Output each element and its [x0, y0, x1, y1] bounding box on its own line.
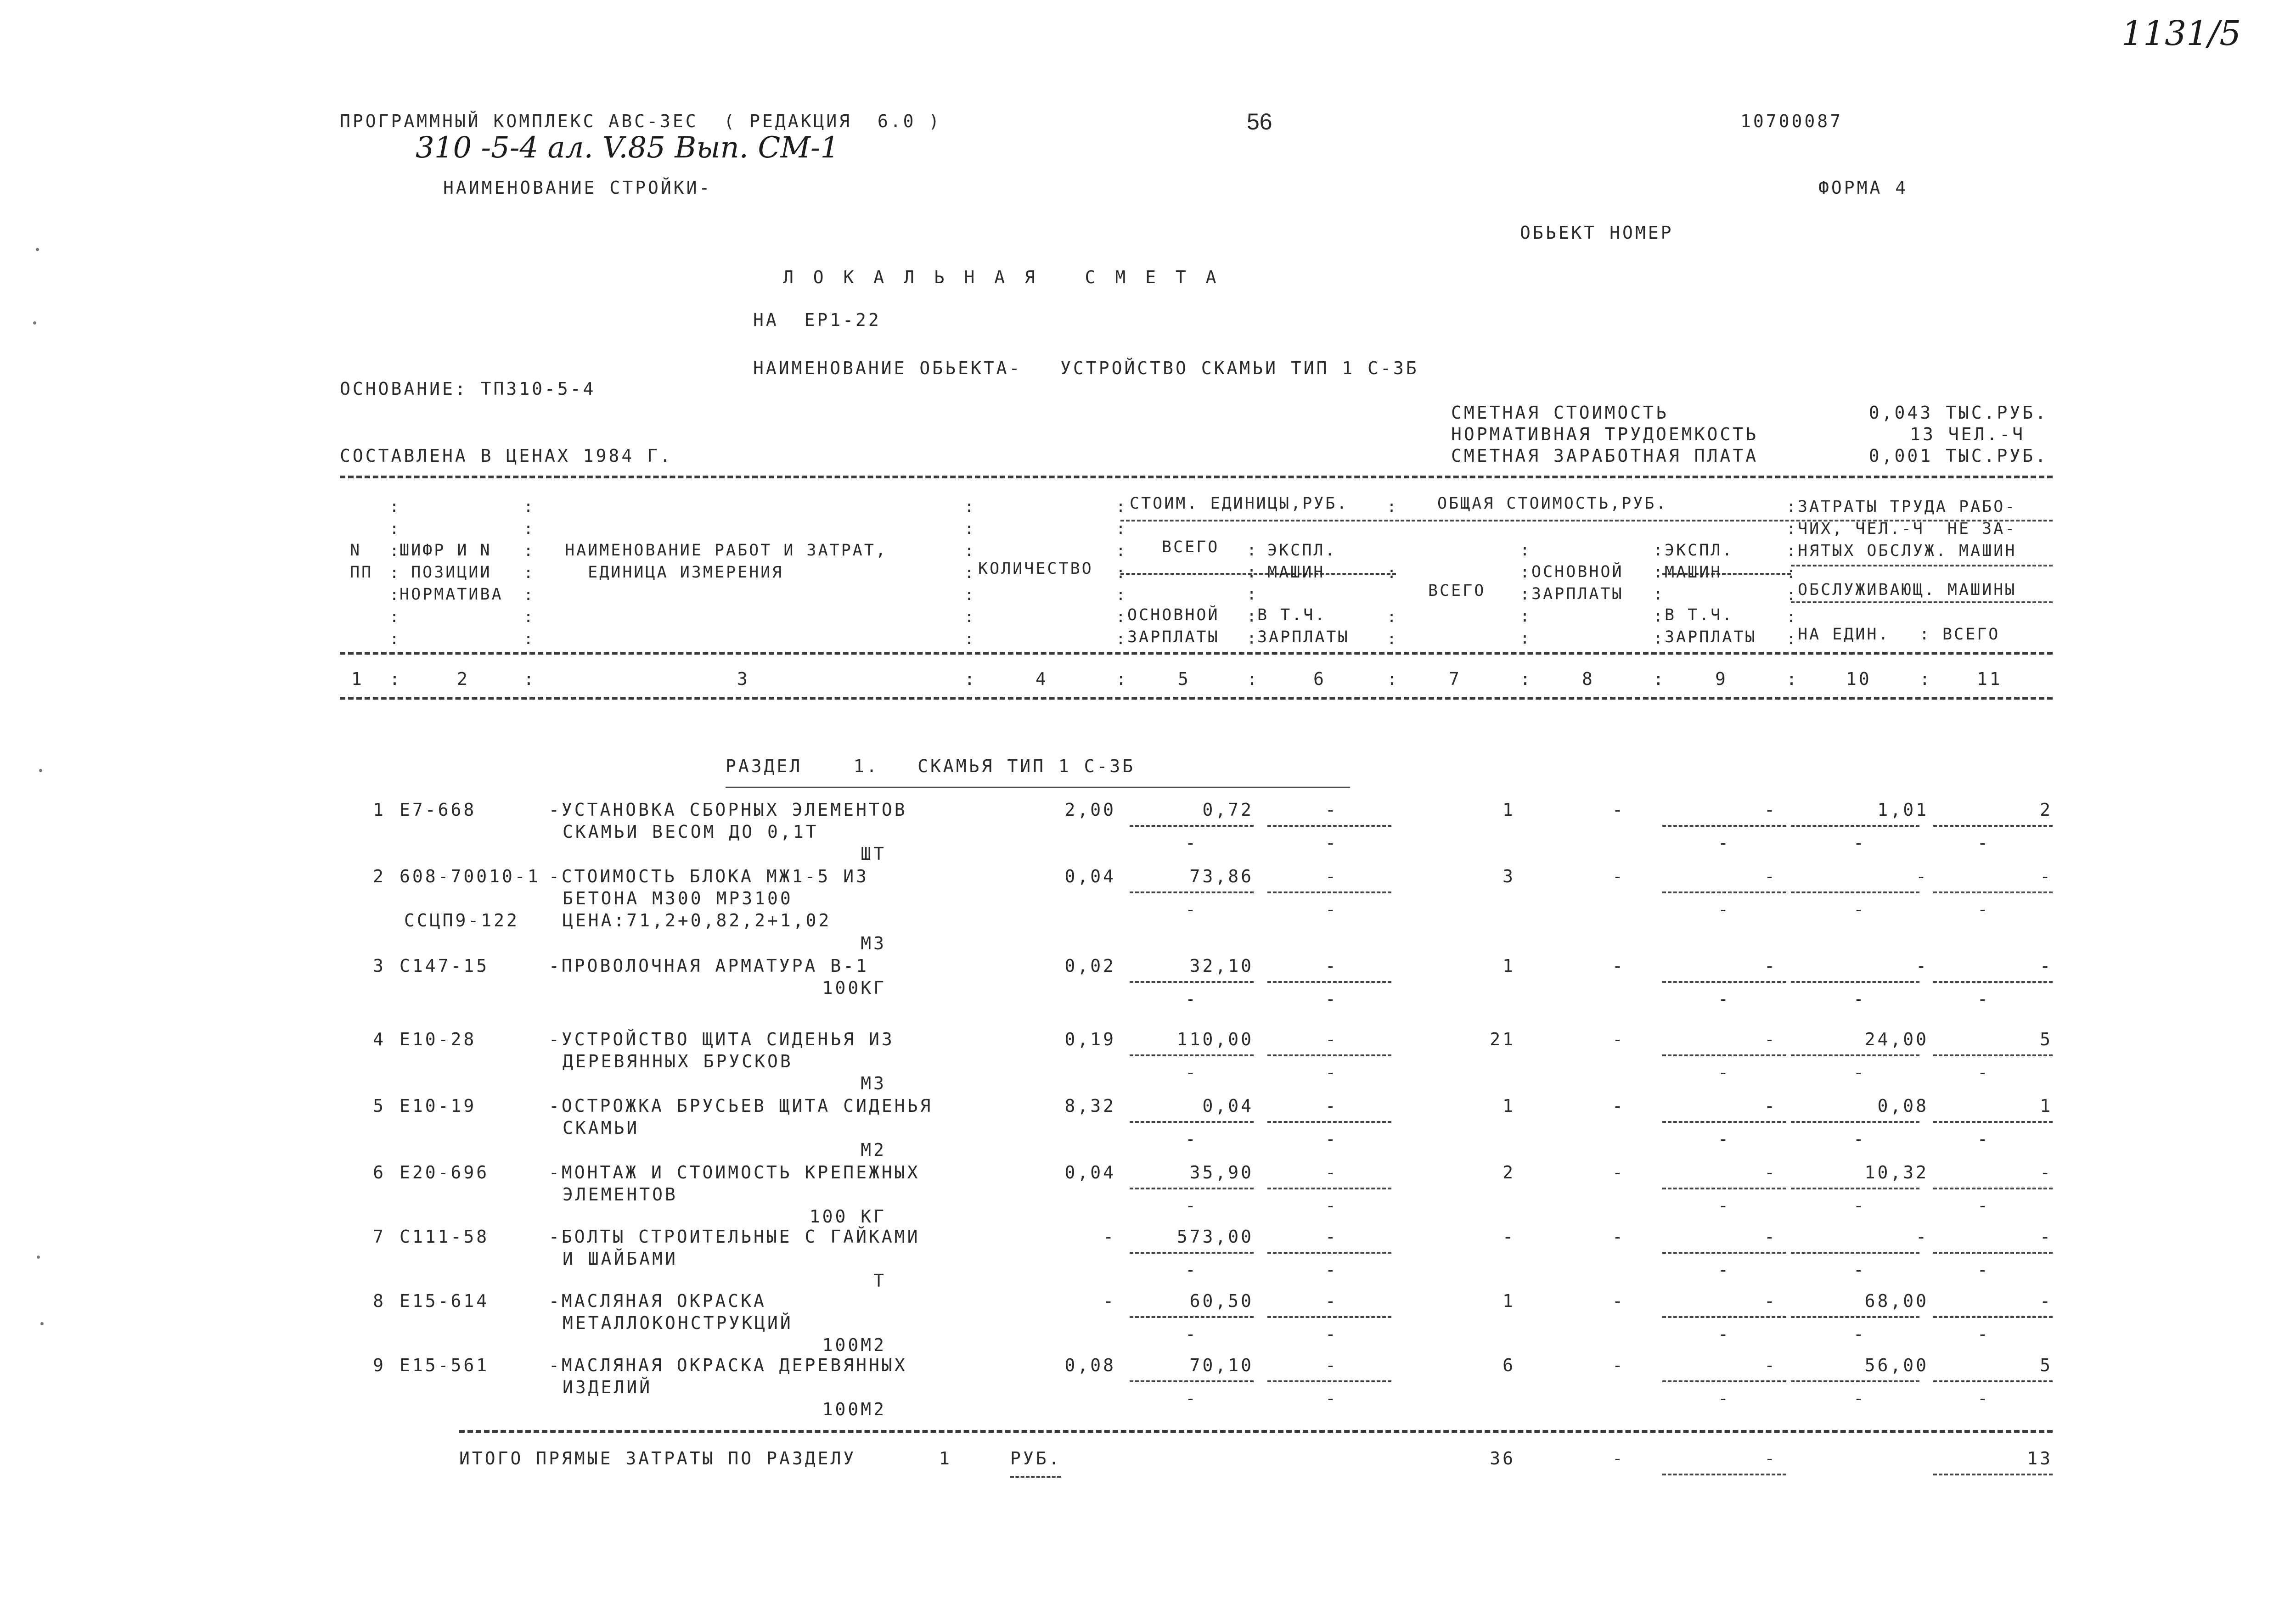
row-name-continued: МЕТАЛЛОКОНСТРУКЦИЙ — [563, 1313, 793, 1333]
row-labor-unit-maint: - — [1853, 899, 1866, 919]
row-labor-total-maint: - — [1977, 1388, 1990, 1408]
row-total-machines: - — [1764, 1096, 1777, 1116]
total-rule — [1933, 1474, 2053, 1475]
header-total-machines: ЭКСПЛ. МАШИН — [1665, 541, 1734, 582]
cell-rule — [1267, 825, 1391, 827]
row-unit-incl-wages: - — [1325, 833, 1338, 853]
row-unit-incl-wages: - — [1325, 1195, 1338, 1216]
column-number: 11 — [1977, 669, 2003, 689]
row-total-incl-wages: - — [1718, 989, 1731, 1009]
row-name-continued: ИЗДЕЛИЙ — [563, 1377, 653, 1397]
row-unit-cost: 0,04 — [1202, 1096, 1254, 1116]
header-unit-incl-wages: В Т.Ч. ЗАРПЛАТЫ — [1257, 606, 1350, 646]
cell-rule — [1662, 1054, 1786, 1056]
table-top-rule — [340, 476, 2053, 478]
summary-label: СМЕТНАЯ СТОИМОСТЬ — [1451, 403, 1669, 423]
row-labor-total-maint: - — [1977, 989, 1990, 1009]
row-total-incl-wages: - — [1718, 833, 1731, 853]
row-total-machines: - — [1764, 800, 1777, 820]
row-number: 3 — [373, 956, 386, 976]
cell-rule — [1267, 1188, 1391, 1189]
cell-rule — [1130, 1316, 1254, 1318]
cell-rule — [1130, 825, 1254, 827]
row-total-cost: 6 — [1503, 1355, 1515, 1375]
row-quantity: 8,32 — [1064, 1096, 1116, 1116]
cell-rule — [1933, 1188, 2053, 1189]
cell-rule — [1130, 1380, 1254, 1382]
row-code: 608-70010-1 — [400, 866, 540, 886]
cell-rule — [1933, 891, 2053, 893]
column-number: 6 — [1313, 669, 1326, 689]
row-unit-machines: - — [1325, 1162, 1338, 1183]
row-total-cost: 2 — [1503, 1162, 1515, 1183]
row-unit-cost: 70,10 — [1189, 1355, 1254, 1375]
cell-rule — [1791, 891, 1919, 893]
total-unit-rule — [1010, 1476, 1061, 1478]
total-unit: РУБ. — [1010, 1448, 1062, 1469]
section-underline — [726, 786, 1350, 788]
header-col-qty: КОЛИЧЕСТВО — [978, 560, 1093, 578]
cell-rule — [1130, 1188, 1254, 1189]
row-number: 5 — [373, 1096, 386, 1116]
row-unit-incl-wages: - — [1325, 1129, 1338, 1149]
row-quantity: 0,02 — [1064, 956, 1116, 976]
row-total-incl-wages: - — [1718, 1324, 1731, 1344]
row-total-incl-wages: - — [1718, 1062, 1731, 1082]
row-labor-unit-maint: - — [1853, 1062, 1866, 1082]
cell-rule — [1130, 1121, 1254, 1123]
cell-rule — [1791, 1121, 1919, 1123]
on-line: НА ЕР1-22 — [753, 310, 881, 330]
row-code: С111-58 — [400, 1227, 490, 1247]
header-total-all: ВСЕГО — [1428, 582, 1486, 600]
cell-rule — [1933, 981, 2053, 983]
row-quantity: 0,08 — [1064, 1355, 1116, 1375]
row-name-continued: ДЕРЕВЯННЫХ БРУСКОВ — [563, 1051, 793, 1071]
row-labor-unit-maint: - — [1853, 833, 1866, 853]
row-unit-wages: - — [1185, 1388, 1198, 1408]
row-total-machines: - — [1764, 1227, 1777, 1247]
row-total-cost: 3 — [1503, 866, 1515, 886]
row-total-wages: - — [1612, 1355, 1625, 1375]
row-quantity: - — [1103, 1291, 1116, 1311]
summary-value: 0,001 ТЫС.РУБ. — [1868, 446, 2048, 466]
row-unit-wages: - — [1185, 1195, 1198, 1216]
row-unit-machines: - — [1325, 866, 1338, 886]
row-unit-incl-wages: - — [1325, 899, 1338, 919]
total-label: ИТОГО ПРЯМЫЕ ЗАТРАТЫ ПО РАЗДЕЛУ — [459, 1448, 856, 1469]
row-total-wages: - — [1612, 1291, 1625, 1311]
row-unit-machines: - — [1325, 1227, 1338, 1247]
cell-rule — [1791, 825, 1919, 827]
row-number: 2 — [373, 866, 386, 886]
row-total-cost: - — [1503, 1227, 1515, 1247]
cell-rule — [1267, 1380, 1391, 1382]
header-unit-machines: ЭКСПЛ. МАШИН — [1267, 541, 1337, 582]
cell-rule — [1267, 891, 1391, 893]
column-number: 5 — [1178, 669, 1191, 689]
row-labor-unit-maint: - — [1853, 1324, 1866, 1344]
cell-rule — [1662, 891, 1786, 893]
total-top-rule — [459, 1430, 2053, 1433]
row-unit-wages: - — [1185, 1062, 1198, 1082]
column-number: 10 — [1846, 669, 1872, 689]
page-number: 56 — [1247, 109, 1272, 135]
row-total-incl-wages: - — [1718, 1388, 1731, 1408]
row-labor-unit: 10,32 — [1864, 1162, 1929, 1183]
row-unit-machines: - — [1325, 800, 1338, 820]
row-labor-unit: 56,00 — [1864, 1355, 1929, 1375]
numbers-bottom-rule — [340, 697, 2053, 700]
row-unit-cost: 73,86 — [1189, 866, 1254, 886]
cell-rule — [1791, 1252, 1919, 1254]
row-number: 4 — [373, 1029, 386, 1049]
row-labor-unit: 1,01 — [1877, 800, 1929, 820]
total-rule — [1662, 1474, 1786, 1475]
cell-rule — [1933, 1380, 2053, 1382]
row-total-wages: - — [1612, 1096, 1625, 1116]
row-unit-cost: 110,00 — [1176, 1029, 1254, 1049]
cell-rule — [1267, 1252, 1391, 1254]
row-labor-unit-maint: - — [1853, 1195, 1866, 1216]
row-total-wages: - — [1612, 866, 1625, 886]
summary-label: НОРМАТИВНАЯ ТРУДОЕМКОСТЬ — [1451, 424, 1759, 444]
program-line: ПРОГРАММНЫЙ КОМПЛЕКС АВС-ЗЕС ( РЕДАКЦИЯ 6.0 ) — [340, 111, 942, 131]
row-name: -МОНТАЖ И СТОИМОСТЬ КРЕПЕЖНЫХ — [549, 1162, 920, 1183]
row-unit-wages: - — [1185, 989, 1198, 1009]
column-number: 8 — [1582, 669, 1595, 689]
header-bottom-rule — [340, 652, 2053, 655]
row-unit-wages: - — [1185, 899, 1198, 919]
row-labor-unit: 0,08 — [1877, 1096, 1929, 1116]
row-total-machines: - — [1764, 956, 1777, 976]
cell-rule — [1933, 825, 2053, 827]
row-total-machines: - — [1764, 1355, 1777, 1375]
row-labor-unit: - — [1916, 866, 1929, 886]
total-labor: 13 — [2027, 1448, 2053, 1469]
row-name-continued: И ШАЙБАМИ — [563, 1249, 678, 1269]
row-total-cost: 1 — [1503, 800, 1515, 820]
row-name: -ПРОВОЛОЧНАЯ АРМАТУРА В-1 — [549, 956, 869, 976]
build-name-label: НАИМЕНОВАНИЕ СТРОЙКИ- — [443, 178, 712, 198]
row-labor-total: - — [2040, 866, 2053, 886]
cell-rule — [1130, 981, 1254, 983]
row-code: Е7-668 — [400, 800, 477, 820]
row-quantity: 0,04 — [1064, 1162, 1116, 1183]
cell-rule — [1662, 1316, 1786, 1318]
row-unit-cost: 35,90 — [1189, 1162, 1254, 1183]
row-labor-unit-maint: - — [1853, 1260, 1866, 1280]
row-quantity: 0,19 — [1064, 1029, 1116, 1049]
row-labor-total: - — [2040, 1291, 2053, 1311]
document-code: 10700087 — [1740, 111, 1843, 131]
row-total-machines: - — [1764, 1029, 1777, 1049]
row-unit-wages: - — [1185, 1324, 1198, 1344]
cell-rule — [1791, 1054, 1919, 1056]
cell-rule — [1130, 891, 1254, 893]
row-name: -УСТРОЙСТВО ЩИТА СИДЕНЬЯ ИЗ — [549, 1029, 895, 1049]
row-unit: ШТ — [861, 844, 886, 864]
row-code: Е15-614 — [400, 1291, 490, 1311]
row-labor-total: - — [2040, 1227, 2053, 1247]
column-number: 3 — [737, 669, 750, 689]
row-code: Е10-28 — [400, 1029, 477, 1049]
cell-rule — [1662, 981, 1786, 983]
header-total-cost: ОБЩАЯ СТОИМОСТЬ,РУБ. — [1437, 494, 1668, 513]
total-cost: 36 — [1490, 1448, 1515, 1469]
header-unit-total: ВСЕГО — [1162, 538, 1220, 556]
row-total-cost: 21 — [1490, 1029, 1515, 1049]
row-name: -МАСЛЯНАЯ ОКРАСКА ДЕРЕВЯННЫХ — [549, 1355, 907, 1375]
row-total-incl-wages: - — [1718, 899, 1731, 919]
row-name-continued: СКАМЬИ — [563, 1118, 640, 1138]
cell-rule — [1662, 825, 1786, 827]
document-title: Л О К А Л Ь Н А Я С М Е Т А — [783, 267, 1221, 287]
column-number: 7 — [1449, 669, 1462, 689]
row-name: -СТОИМОСТЬ БЛОКА МЖ1-5 ИЗ — [549, 866, 869, 886]
row-unit-cost: 60,50 — [1189, 1291, 1254, 1311]
row-unit: Т — [873, 1271, 886, 1291]
column-number: 1 — [351, 669, 364, 689]
row-unit-machines: - — [1325, 1355, 1338, 1375]
row-labor-unit-maint: - — [1853, 1129, 1866, 1149]
cell-rule — [1130, 1252, 1254, 1254]
row-unit-incl-wages: - — [1325, 1324, 1338, 1344]
row-labor-unit: 68,00 — [1864, 1291, 1929, 1311]
row-unit-cost: 32,10 — [1189, 956, 1254, 976]
row-total-machines: - — [1764, 1291, 1777, 1311]
row-labor-total-maint: - — [1977, 833, 1990, 853]
row-labor-total: - — [2040, 956, 2053, 976]
row-unit-incl-wages: - — [1325, 989, 1338, 1009]
row-labor-total-maint: - — [1977, 1260, 1990, 1280]
total-section: 1 — [939, 1448, 952, 1469]
row-unit-incl-wages: - — [1325, 1260, 1338, 1280]
row-labor-total-maint: - — [1977, 1062, 1990, 1082]
row-total-wages: - — [1612, 1227, 1625, 1247]
row-labor-total: 2 — [2040, 800, 2053, 820]
row-quantity: 2,00 — [1064, 800, 1116, 820]
header-total-wages: ОСНОВНОЙ ЗАРПЛАТЫ — [1531, 563, 1624, 603]
header-col-name: НАИМЕНОВАНИЕ РАБОТ И ЗАТРАТ, ЕДИНИЦА ИЗМЕРЕНИЯ — [565, 541, 888, 582]
row-total-wages: - — [1612, 1029, 1625, 1049]
header-labor-total: ВСЕГО — [1942, 625, 2000, 644]
row-unit-cost: 573,00 — [1176, 1227, 1254, 1247]
row-labor-unit: - — [1916, 1227, 1929, 1247]
row-code: Е20-696 — [400, 1162, 490, 1183]
row-labor-total-maint: - — [1977, 1195, 1990, 1216]
row-total-cost: 1 — [1503, 1291, 1515, 1311]
row-total-wages: - — [1612, 1162, 1625, 1183]
row-labor-total: 5 — [2040, 1355, 2053, 1375]
row-unit: М2 — [861, 1140, 886, 1160]
cell-rule — [1662, 1188, 1786, 1189]
row-name: -УСТАНОВКА СБОРНЫХ ЭЛЕМЕНТОВ — [549, 800, 907, 820]
row-labor-total: 1 — [2040, 1096, 2053, 1116]
cell-rule — [1933, 1054, 2053, 1056]
row-labor-total: - — [2040, 1162, 2053, 1183]
row-code-secondary: ССЦП9-122 — [404, 910, 519, 931]
cell-rule — [1791, 1380, 1919, 1382]
row-code: Е15-561 — [400, 1355, 490, 1375]
column-number: 2 — [457, 669, 470, 689]
cell-rule — [1933, 1252, 2053, 1254]
row-total-wages: - — [1612, 800, 1625, 820]
row-labor-unit: 24,00 — [1864, 1029, 1929, 1049]
row-labor-total-maint: - — [1977, 899, 1990, 919]
row-unit-wages: - — [1185, 1260, 1198, 1280]
header-col-code: ШИФР И N ПОЗИЦИИ НОРМАТИВА — [400, 541, 503, 604]
row-total-incl-wages: - — [1718, 1260, 1731, 1280]
form-label: ФОРМА 4 — [1818, 178, 1908, 198]
header-col-n: N ПП — [350, 541, 373, 582]
row-unit-machines: - — [1325, 1096, 1338, 1116]
row-labor-unit-maint: - — [1853, 1388, 1866, 1408]
row-number: 7 — [373, 1227, 386, 1247]
cell-rule — [1662, 1380, 1786, 1382]
row-labor-unit: - — [1916, 956, 1929, 976]
handwritten-note: 310 -5-4 ал. V.85 Вып. СМ-1 — [416, 131, 839, 165]
row-name: -БОЛТЫ СТРОИТЕЛЬНЫЕ С ГАЙКАМИ — [549, 1227, 920, 1247]
row-unit: 100КГ — [822, 978, 886, 998]
cell-rule — [1933, 1316, 2053, 1318]
row-unit: М3 — [861, 933, 886, 953]
row-quantity: - — [1103, 1227, 1116, 1247]
header-total-incl-wages: В Т.Ч. ЗАРПЛАТЫ — [1665, 606, 1757, 646]
cell-rule — [1267, 1121, 1391, 1123]
column-number: 4 — [1035, 669, 1048, 689]
row-total-machines: - — [1764, 1162, 1777, 1183]
row-number: 8 — [373, 1291, 386, 1311]
row-unit: 100 КГ — [809, 1206, 886, 1227]
cell-rule — [1267, 981, 1391, 983]
cell-rule — [1933, 1121, 2053, 1123]
row-total-cost: 1 — [1503, 1096, 1515, 1116]
header-labor-sub: ОБСЛУЖИВАЮЩ. МАШИНЫ — [1798, 581, 2017, 599]
row-total-cost: 1 — [1503, 956, 1515, 976]
row-name-continued: ЭЛЕМЕНТОВ — [563, 1184, 678, 1205]
row-unit: 100М2 — [822, 1335, 886, 1355]
summary-label: СМЕТНАЯ ЗАРАБОТНАЯ ПЛАТА — [1451, 446, 1759, 466]
row-labor-total: 5 — [2040, 1029, 2053, 1049]
row-unit-cost: 0,72 — [1202, 800, 1254, 820]
row-labor-total-maint: - — [1977, 1324, 1990, 1344]
row-labor-total-maint: - — [1977, 1129, 1990, 1149]
row-total-wages: - — [1612, 956, 1625, 976]
prices-year: СОСТАВЛЕНА В ЦЕНАХ 1984 Г. — [340, 446, 673, 466]
cell-rule — [1791, 1316, 1919, 1318]
row-name: -МАСЛЯНАЯ ОКРАСКА — [549, 1291, 766, 1311]
header-labor-unit: НА ЕДИН. — [1798, 625, 1890, 644]
row-unit-wages: - — [1185, 1129, 1198, 1149]
row-labor-unit-maint: - — [1853, 989, 1866, 1009]
cell-rule — [1130, 1054, 1254, 1056]
row-quantity: 0,04 — [1064, 866, 1116, 886]
total-machines: - — [1764, 1448, 1777, 1469]
row-name-continued: СКАМЬИ ВЕСОМ ДО 0,1Т — [563, 822, 819, 842]
row-unit-machines: - — [1325, 1291, 1338, 1311]
header-inner-rule — [1791, 565, 2053, 566]
header-unit-wages: ОСНОВНОЙ ЗАРПЛАТЫ — [1127, 606, 1220, 646]
header-labor: ЗАТРАТЫ ТРУДА РАБО- ЧИХ, ЧЕЛ.-Ч НЕ ЗА- НЯТЫХ ОБСЛУЖ. МАШИН — [1798, 498, 2017, 560]
cell-rule — [1662, 1252, 1786, 1254]
row-name-continued: БЕТОНА М300 МРЗ100 — [563, 888, 793, 908]
basis-line: ОСНОВАНИЕ: ТП310-5-4 — [340, 379, 596, 399]
object-name: НАИМЕНОВАНИЕ ОБЬЕКТА- УСТРОЙСТВО СКАМЬИ ТИП 1 С-3Б — [753, 358, 1419, 378]
header-inner-rule — [1791, 601, 2053, 603]
row-unit-wages: - — [1185, 833, 1198, 853]
top-corner-note: 1131/5 — [2122, 14, 2241, 53]
summary-value: 13 ЧЕЛ.-Ч — [1910, 424, 2025, 444]
total-wages: - — [1612, 1448, 1625, 1469]
row-price-note: ЦЕНА:71,2+0,82,2+1,02 — [563, 910, 832, 931]
row-number: 6 — [373, 1162, 386, 1183]
row-unit-incl-wages: - — [1325, 1062, 1338, 1082]
row-code: Е10-19 — [400, 1096, 477, 1116]
row-code: С147-15 — [400, 956, 490, 976]
section-title: РАЗДЕЛ 1. СКАМЬЯ ТИП 1 С-3Б — [726, 756, 1136, 776]
row-number: 1 — [373, 800, 386, 820]
row-total-incl-wages: - — [1718, 1195, 1731, 1216]
row-number: 9 — [373, 1355, 386, 1375]
row-unit-incl-wages: - — [1325, 1388, 1338, 1408]
cell-rule — [1267, 1054, 1391, 1056]
object-number-label: ОБЬЕКТ НОМЕР — [1520, 223, 1674, 243]
cell-rule — [1791, 1188, 1919, 1189]
row-name: -ОСТРОЖКА БРУСЬЕВ ЩИТА СИДЕНЬЯ — [549, 1096, 933, 1116]
cell-rule — [1791, 981, 1919, 983]
cell-rule — [1662, 1121, 1786, 1123]
row-unit: 100М2 — [822, 1399, 886, 1419]
header-unit-cost: СТОИМ. ЕДИНИЦЫ,РУБ. — [1130, 494, 1349, 513]
row-unit-machines: - — [1325, 956, 1338, 976]
row-unit: М3 — [861, 1073, 886, 1093]
row-unit-machines: - — [1325, 1029, 1338, 1049]
cell-rule — [1267, 1316, 1391, 1318]
row-total-incl-wages: - — [1718, 1129, 1731, 1149]
summary-value: 0,043 ТЫС.РУБ. — [1868, 403, 2048, 423]
row-total-machines: - — [1764, 866, 1777, 886]
column-number: 9 — [1715, 669, 1728, 689]
